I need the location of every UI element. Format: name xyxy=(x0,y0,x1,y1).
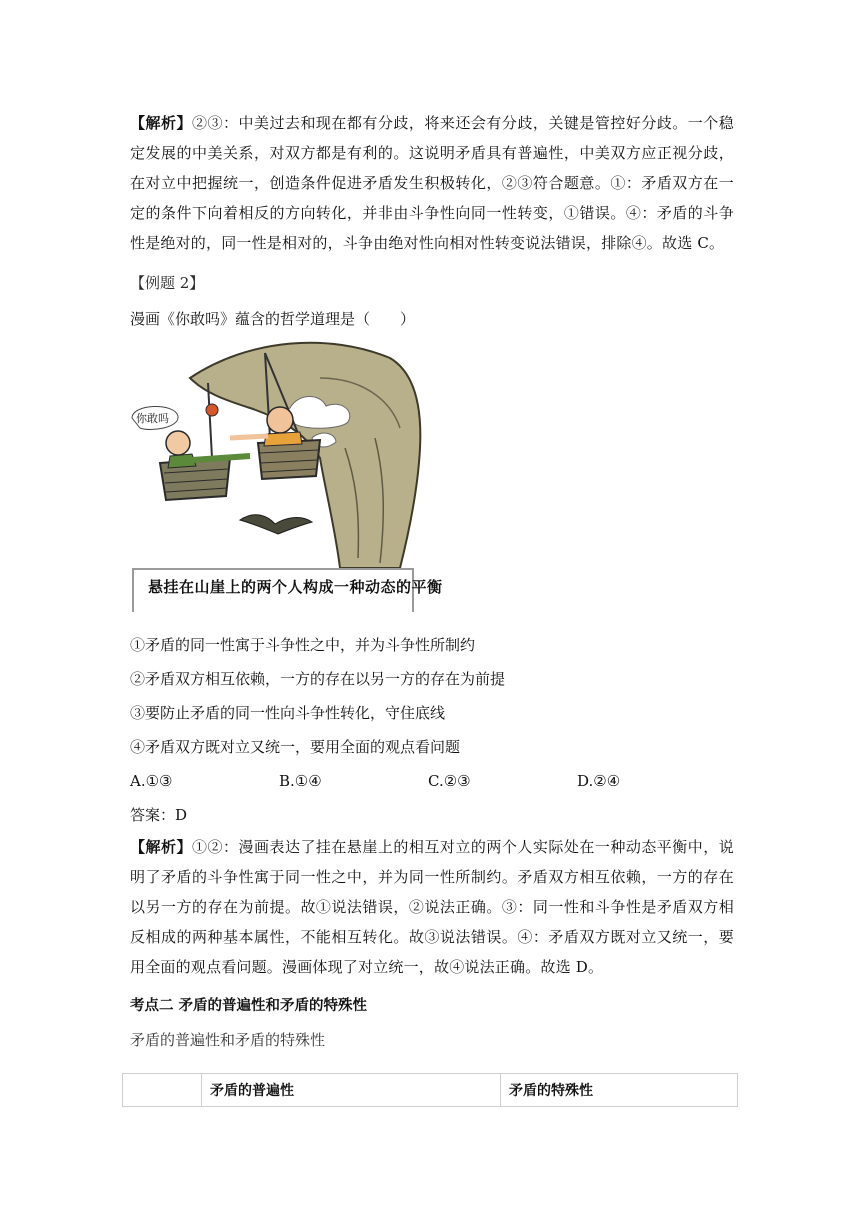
choice-d: D.②④ xyxy=(577,772,621,790)
analysis-text-2: ①②：漫画表达了挂在悬崖上的相互对立的两个人实际处在一种动态平衡中，说明了矛盾的斗争性寓于同一性之中，并为同一性所制约。矛盾双方相互依赖，一方的存在以另一方的存在为前提。故①说法错误，②说法正确。③：同一性和斗争性是矛盾双方相反相成的两种基本属性，不能相互转化。故③说法错误。④：矛盾双方既对立又统一，要用全面的观点看问题。漫画体现了对立统一，故④说法正确。故选 D。 xyxy=(130,838,734,976)
table-header-cell-empty xyxy=(123,1074,202,1107)
speech-bubble-text: 你敢吗 xyxy=(136,412,169,425)
section-title: 考点二 矛盾的普遍性和矛盾的特殊性 xyxy=(130,998,368,1014)
option-1: ①矛盾的同一性寓于斗争性之中，并为斗争性所制约 xyxy=(130,636,476,654)
analysis-tag-2: 【解析】 xyxy=(130,838,192,856)
choice-c: C.②③ xyxy=(428,772,471,790)
analysis-paragraph-2 xyxy=(130,832,734,982)
answer-choices xyxy=(130,764,734,798)
analysis-paragraph-1 xyxy=(130,108,734,258)
choice-a: A.①③ xyxy=(130,772,173,790)
question-text: 漫画《你敢吗》蕴含的哲学道理是（ ） xyxy=(130,310,416,328)
option-3: ③要防止矛盾的同一性向斗争性转化，守住底线 xyxy=(130,704,446,722)
section-subtitle: 矛盾的普遍性和矛盾的特殊性 xyxy=(130,1031,326,1049)
table-header-cell-particularity: 矛盾的特殊性 xyxy=(501,1074,738,1107)
cartoon-illustration xyxy=(130,338,430,568)
analysis-tag: 【解析】 xyxy=(130,114,192,132)
analysis-text: ②③：中美过去和现在都有分歧，将来还会有分歧，关键是管控好分歧。一个稳定发展的中美关系，对双方都是有利的。这说明矛盾具有普遍性，中美双方应正视分歧，在对立中把握统一，创造条件促进矛盾发生积极转化，②③符合题意。①：矛盾双方在一定的条件下向着相反的方向转化，并非由斗争性向同一性转变，①错误。④：矛盾的斗争性是绝对的，同一性是相对的，斗争由绝对性向相对性转变说法错误，排除④。故选 C。 xyxy=(130,114,734,252)
answer-line: 答案：D xyxy=(130,806,188,824)
choice-b: B.①④ xyxy=(279,772,322,790)
cartoon-caption-box xyxy=(132,568,443,612)
cartoon-caption: 悬挂在山崖上的两个人构成一种动态的平衡 xyxy=(148,578,443,596)
comparison-table xyxy=(122,1073,738,1107)
document-page xyxy=(130,108,734,1056)
table-header-row xyxy=(123,1074,738,1107)
example-title: 【例题 2】 xyxy=(130,274,205,292)
option-2: ②矛盾双方相互依赖，一方的存在以另一方的存在为前提 xyxy=(130,670,506,688)
table-header-cell-universality: 矛盾的普遍性 xyxy=(202,1074,501,1107)
cartoon-figure xyxy=(130,338,443,628)
option-4: ④矛盾双方既对立又统一，要用全面的观点看问题 xyxy=(130,738,461,756)
